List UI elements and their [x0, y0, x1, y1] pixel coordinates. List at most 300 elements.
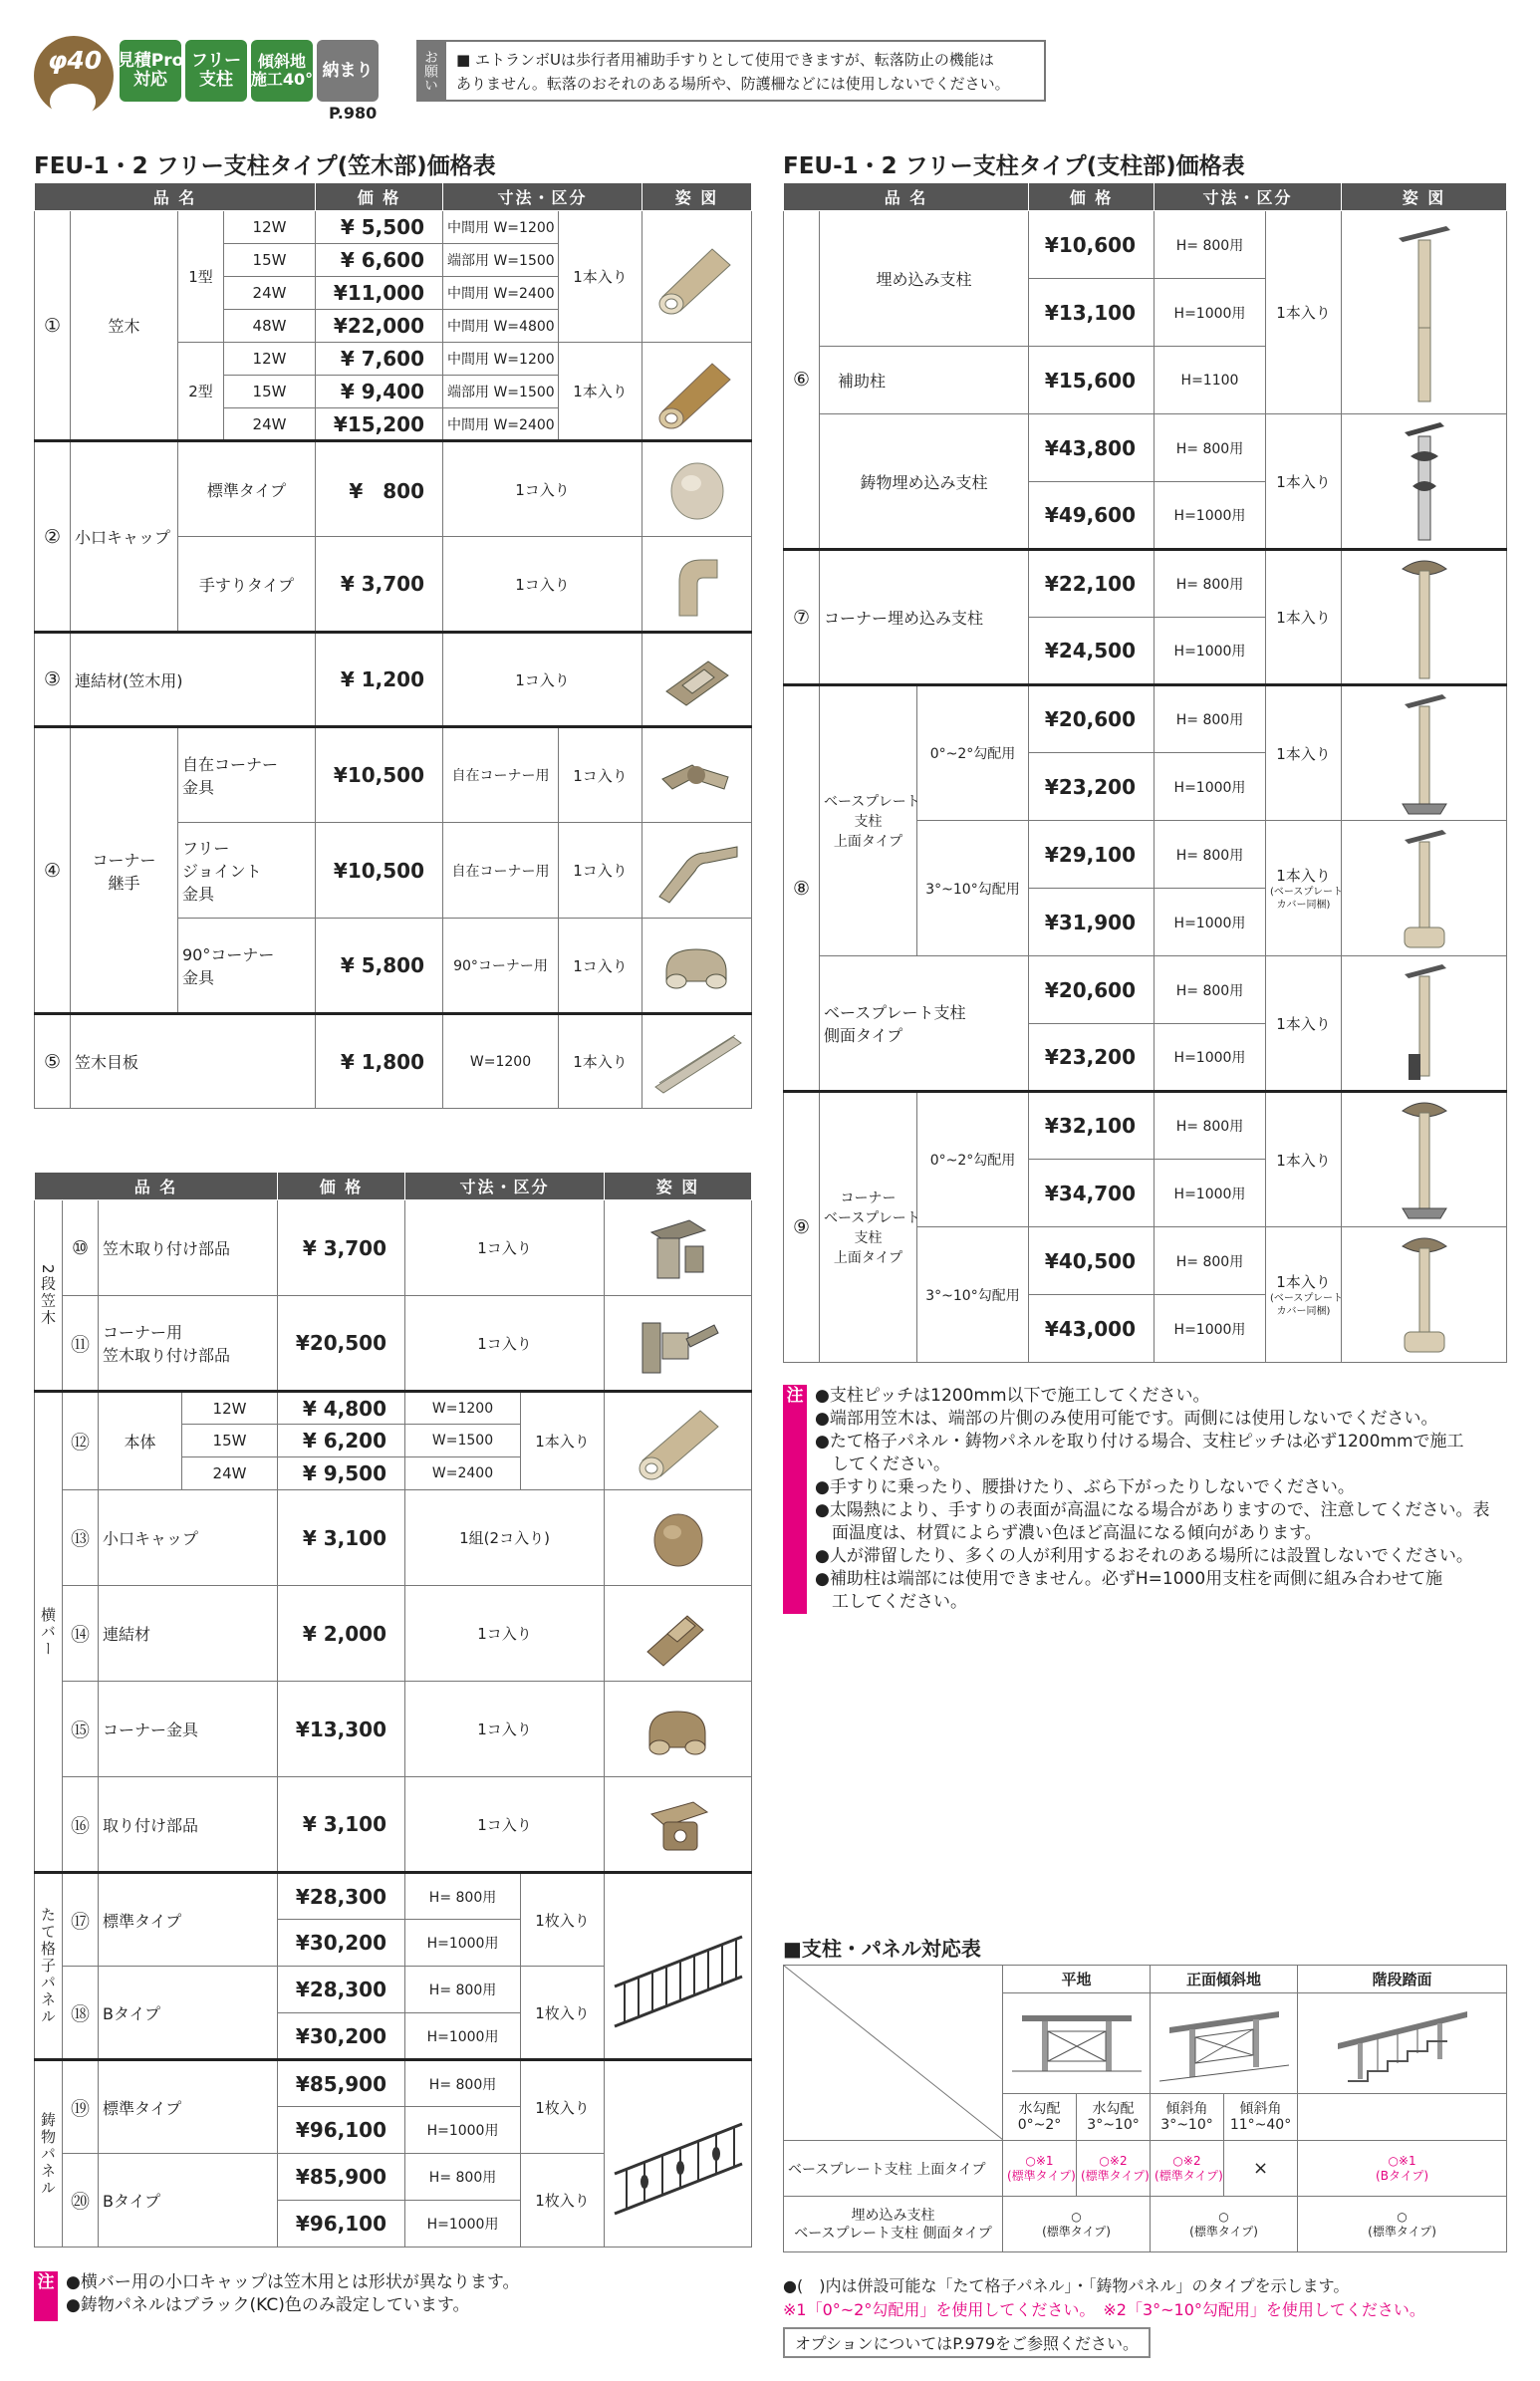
slope-diagram-icon [1151, 1993, 1298, 2094]
badge-label: フリー 支柱 [190, 51, 242, 90]
item-name: 笠木取り付け部品 [99, 1200, 278, 1296]
compat-cell-value: ○※2 (標準タイプ) [1155, 2153, 1223, 2183]
item-width: 15W [182, 1425, 278, 1457]
table-row [35, 1586, 752, 1682]
item-price: ¥23,200 [1029, 753, 1155, 821]
item-size: 中間用 W=1200 [443, 343, 559, 376]
rail-icon [642, 343, 752, 441]
badge-osamari [317, 40, 379, 102]
compat-row-label: ベースプレート支柱 上面タイプ [784, 2141, 1003, 2197]
item-size: H= 800用 [1155, 550, 1266, 618]
item-price: ¥49,600 [1029, 482, 1155, 550]
item-number: ④ [35, 727, 71, 1014]
joint-plate-icon [642, 1014, 752, 1109]
elbow-cap-icon [642, 537, 752, 633]
item-count: 1枚入り [521, 1967, 605, 2060]
item-size: H= 800用 [1155, 685, 1266, 753]
item-price: ¥24,500 [1029, 618, 1155, 685]
item-count: 1本入り [559, 1014, 642, 1109]
item-count-note: (ベースプレート カバー同梱) [1270, 887, 1344, 911]
item-number: ⑧ [784, 685, 820, 1092]
item-name: Bタイプ [99, 2154, 278, 2248]
item-size: H= 800用 [1155, 414, 1266, 482]
item-price: ¥ 3,100 [278, 1490, 405, 1586]
item-name: 補助柱 [820, 347, 1029, 414]
item-price: ¥96,100 [278, 2201, 405, 2248]
item-price: ¥ 6,200 [278, 1425, 405, 1457]
rail-icon [642, 211, 752, 343]
item-subtype: 3°~10°勾配用 [917, 1227, 1029, 1363]
item-price: ¥ 6,600 [316, 244, 443, 277]
corner-fitting-icon [642, 727, 752, 823]
item-name: 小口キャップ [99, 1490, 278, 1586]
compat-row [784, 2141, 1507, 2197]
table-row [35, 1490, 752, 1586]
table-row [784, 685, 1507, 753]
note-line: ●端部用笠木は、端部の片側のみ使用可能です。両側には使用しないでください。 [815, 1409, 1438, 1429]
side-mount-post-icon [1342, 956, 1507, 1092]
item-size: 端部用 W=1500 [443, 376, 559, 408]
item-size: 中間用 W=2400 [443, 277, 559, 310]
item-count: 1本入り [521, 1392, 605, 1490]
item-count: 1コ入り [559, 919, 642, 1014]
item-subtype: 3°~10°勾配用 [917, 821, 1029, 956]
left-notes [34, 2271, 751, 2321]
item-price: ¥28,300 [278, 1873, 405, 1920]
item-price: ¥43,000 [1029, 1295, 1155, 1363]
item-name: コーナー用 笠木取り付け部品 [99, 1296, 278, 1392]
post-icon [1342, 211, 1507, 414]
item-price: ¥31,900 [1029, 889, 1155, 956]
diameter-label: φ40 [47, 46, 103, 75]
item-number: ⑮ [63, 1682, 99, 1777]
item-price: ¥ 1,800 [316, 1014, 443, 1109]
item-size: H= 800用 [405, 1873, 521, 1920]
item-subtype: 標準タイプ [178, 441, 316, 537]
item-size: 自在コーナー用 [443, 823, 559, 919]
col-name: 品 名 [35, 1173, 278, 1200]
item-count: 1本入り [559, 343, 642, 441]
item-size: H= 800用 [405, 2154, 521, 2201]
notice-box [444, 40, 1046, 102]
item-count: 1コ入り [559, 727, 642, 823]
corner-bracket-icon [605, 1296, 752, 1392]
item-price: ¥ 7,600 [316, 343, 443, 376]
compat-cell [1077, 2141, 1151, 2197]
item-number: ⑨ [784, 1092, 820, 1363]
table-row [784, 550, 1507, 618]
page-ref: P.980 [329, 104, 378, 123]
item-name: ベースプレート 支柱 上面タイプ [820, 685, 917, 956]
post-price-table [783, 182, 1507, 1363]
item-price: ¥28,300 [278, 1967, 405, 2013]
compat-subcol: 水勾配 3°~10° [1077, 2094, 1151, 2141]
note-line: ●横バー用の小口キャップは笠木用とは形状が異なります。 [66, 2272, 520, 2292]
compat-col-slope: 正面傾斜地 [1151, 1966, 1298, 1993]
item-size: 1コ入り [443, 441, 642, 537]
item-size: H=1000用 [1155, 1024, 1266, 1092]
note-line: ●鋳物パネルはブラック(KC)色のみ設定しています。 [66, 2295, 470, 2315]
group-label: 横バー [35, 1392, 63, 1873]
compat-cell-value: ○※2 (標準タイプ) [1081, 2153, 1150, 2183]
item-width: 15W [224, 376, 316, 408]
item-size: 端部用 W=1500 [443, 244, 559, 277]
item-number: ⑫ [63, 1392, 99, 1490]
corner-base-cover-post-icon [1342, 1227, 1507, 1363]
notice-label: お願い [422, 50, 438, 92]
item-subtype: 自在コーナー 金具 [178, 727, 316, 823]
item-size: H= 800用 [1155, 211, 1266, 279]
table-row [35, 1777, 752, 1873]
item-number: ② [35, 441, 71, 633]
compat-cell [1298, 2141, 1507, 2197]
item-size: W=1200 [443, 1014, 559, 1109]
item-name: 小口キャップ [71, 441, 178, 633]
table-row [35, 1873, 752, 1920]
table-header [784, 183, 1507, 211]
item-name: Bタイプ [99, 1967, 278, 2060]
item-size: W=1500 [405, 1425, 521, 1457]
item-name: コーナー 継手 [71, 727, 178, 1014]
item-width: 12W [182, 1392, 278, 1425]
table-row [35, 2060, 752, 2107]
item-price: ¥ 5,500 [316, 211, 443, 244]
item-price: ¥15,600 [1029, 347, 1155, 414]
badge-label: 見積Pro 対応 [117, 51, 184, 90]
item-size: H=1000用 [405, 1920, 521, 1967]
item-number: ⑩ [63, 1200, 99, 1296]
item-price: ¥32,100 [1029, 1092, 1155, 1160]
item-width: 12W [224, 211, 316, 244]
notice-text: ■ エトランボUは歩行者用補助手すりとして使用できますが、転落防止の機能は ありません。転落のおそれのある場所や、防護柵などには使用しないでください。 [456, 51, 1010, 93]
item-price: ¥ 3,700 [316, 537, 443, 633]
item-price: ¥ 3,700 [278, 1200, 405, 1296]
item-price: ¥11,000 [316, 277, 443, 310]
item-size: H=1000用 [1155, 1295, 1266, 1363]
col-image: 姿 図 [642, 183, 752, 211]
item-price: ¥ 1,200 [316, 633, 443, 727]
compat-subcol: 傾斜角 11°~40° [1224, 2094, 1298, 2141]
right-notes [783, 1385, 1506, 1614]
item-price: ¥15,200 [316, 408, 443, 441]
note-marker: 注 [783, 1385, 807, 1614]
compat-cell: ○ (標準タイプ) [1151, 2197, 1298, 2252]
table-row [784, 956, 1507, 1024]
option-reference [783, 2327, 1151, 2358]
item-price: ¥ 3,100 [278, 1777, 405, 1873]
stairs-diagram-icon [1298, 1993, 1507, 2094]
compat-title: ■支柱・パネル対応表 [783, 1937, 981, 1961]
compat-row [784, 2197, 1507, 2252]
table-row [35, 1392, 752, 1425]
note-line: ●支柱ピッチは1200mm以下で施工してください。 [815, 1386, 1210, 1406]
item-name: コーナー埋め込み支柱 [820, 550, 1029, 685]
item-price: ¥85,900 [278, 2154, 405, 2201]
connector-icon [642, 633, 752, 727]
compat-col-stairs: 階段踏面 [1298, 1966, 1507, 1993]
note-marker: 注 [34, 2271, 58, 2321]
item-price: ¥29,100 [1029, 821, 1155, 889]
item-size: 1コ入り [405, 1777, 605, 1873]
item-size: H=1000用 [405, 2013, 521, 2060]
col-price: 価 格 [316, 183, 443, 211]
col-price: 価 格 [1029, 183, 1155, 211]
mount-part-icon [605, 1777, 752, 1873]
table-row [35, 727, 752, 823]
item-width: 24W [224, 277, 316, 310]
base-plate-cover-post-icon [1342, 821, 1507, 956]
note-line: ●補助柱は端部には使用できません。必ずH=1000用支柱を両側に組み合わせて施 工してください。 [815, 1569, 1443, 1612]
corner-base-post-icon [1342, 1092, 1507, 1227]
item-number: ⑦ [784, 550, 820, 685]
col-price: 価 格 [278, 1173, 405, 1200]
item-number: ⑤ [35, 1014, 71, 1109]
compat-empty [1298, 2094, 1507, 2141]
item-size: H= 800用 [405, 2060, 521, 2107]
group-label: 鋳物パネル [35, 2060, 63, 2248]
item-number: ⑬ [63, 1490, 99, 1586]
item-name: コーナー金具 [99, 1682, 278, 1777]
item-size: 自在コーナー用 [443, 727, 559, 823]
item-price: ¥20,500 [278, 1296, 405, 1392]
item-name: 本体 [99, 1392, 182, 1490]
item-size: H=1000用 [1155, 1160, 1266, 1227]
item-count: 1本入り [1266, 1092, 1342, 1227]
item-size: 1コ入り [405, 1200, 605, 1296]
item-size: H= 800用 [1155, 1092, 1266, 1160]
badge-label: 傾斜地 施工40° [250, 52, 314, 89]
item-size: H= 800用 [1155, 821, 1266, 889]
item-subtype: 0°~2°勾配用 [917, 1092, 1029, 1227]
item-price: ¥10,500 [316, 823, 443, 919]
item-count: 1本入り [1266, 550, 1342, 685]
item-count: 1枚入り [521, 2060, 605, 2154]
item-size: H=1000用 [1155, 889, 1266, 956]
col-image: 姿 図 [605, 1173, 752, 1200]
table-row [35, 1682, 752, 1777]
item-size: 90°コーナー用 [443, 919, 559, 1014]
item-number: ⑳ [63, 2154, 99, 2248]
item-count: 1本入り [1276, 867, 1331, 885]
table-row [35, 633, 752, 727]
flat-diagram-icon [1003, 1993, 1151, 2094]
table-row [35, 1014, 752, 1109]
table-header [35, 183, 752, 211]
item-count: 1コ入り [559, 823, 642, 919]
accessory-price-table [34, 1172, 752, 2248]
item-number: ⑪ [63, 1296, 99, 1392]
badge-slope [251, 40, 313, 102]
corner-90-icon [642, 919, 752, 1014]
col-name: 品 名 [35, 183, 316, 211]
corner-fitting-icon [605, 1682, 752, 1777]
item-size: H= 800用 [1155, 1227, 1266, 1295]
item-number: ⑰ [63, 1873, 99, 1967]
item-price: ¥ 4,800 [278, 1392, 405, 1425]
item-price: ¥43,800 [1029, 414, 1155, 482]
item-count-cell [1266, 1227, 1342, 1363]
badge-mitsumori-pro [117, 40, 184, 102]
item-size: H=1000用 [405, 2107, 521, 2154]
item-price: ¥ 9,400 [316, 376, 443, 408]
item-count-note: (ベースプレート カバー同梱) [1270, 1293, 1344, 1317]
compat-cell-value: ○※1 (Bタイプ) [1376, 2153, 1429, 2183]
item-width: 12W [224, 343, 316, 376]
item-count: 1本入り [559, 211, 642, 343]
item-price: ¥85,900 [278, 2060, 405, 2107]
item-width: 48W [224, 310, 316, 343]
item-price: ¥13,300 [278, 1682, 405, 1777]
badge-label: 納まり [322, 60, 374, 81]
note-line: ●太陽熱により、手すりの表面が高温になる場合がありますので、注意してください。表 面温度は、材質によらず濃い色ほど高温になる傾向があります。 [815, 1500, 1490, 1543]
item-count: 1本入り [1266, 414, 1342, 550]
item-price: ¥23,200 [1029, 1024, 1155, 1092]
item-count-cell [1266, 821, 1342, 956]
item-price: ¥34,700 [1029, 1160, 1155, 1227]
table-row [35, 1200, 752, 1296]
item-number: ⑥ [784, 211, 820, 550]
cap-icon [642, 441, 752, 537]
group-label: 2段笠木 [35, 1200, 63, 1392]
compat-row-label: 埋め込み支柱 ベースプレート支柱 側面タイプ [784, 2197, 1003, 2252]
compat-subcol: 傾斜角 3°~10° [1151, 2094, 1224, 2141]
corner-post-icon [1342, 550, 1507, 685]
item-width: 24W [182, 1457, 278, 1490]
item-count: 1枚入り [521, 1873, 605, 1967]
bracket-icon [605, 1200, 752, 1296]
item-price: ¥ 2,000 [278, 1586, 405, 1682]
cast-panel-icon [605, 2060, 752, 2248]
item-name: 取り付け部品 [99, 1777, 278, 1873]
item-price: ¥96,100 [278, 2107, 405, 2154]
lattice-panel-icon [605, 1873, 752, 2060]
item-size: H=1000用 [1155, 618, 1266, 685]
note-line: ●手すりに乗ったり、腰掛けたり、ぶら下がったりしないでください。 [815, 1477, 1355, 1497]
item-number: ⑭ [63, 1586, 99, 1682]
compat-note-1: ●( )内は併設可能な「たて格子パネル」・「鋳物パネル」のタイプを示します。 [783, 2276, 1350, 2295]
compat-subcol: 水勾配 0°~2° [1003, 2094, 1077, 2141]
group-label: たて格子パネル [35, 1873, 63, 2060]
compat-header [784, 1966, 1507, 1993]
item-price: ¥10,500 [316, 727, 443, 823]
item-name: 笠木 [71, 211, 178, 441]
col-image: 姿 図 [1342, 183, 1507, 211]
diameter-badge-inner [50, 84, 96, 120]
table-row [35, 1296, 752, 1392]
item-price: ¥20,600 [1029, 685, 1155, 753]
item-width: 15W [224, 244, 316, 277]
item-size: H=1000用 [1155, 279, 1266, 347]
item-price: ¥10,600 [1029, 211, 1155, 279]
item-price: ¥30,200 [278, 2013, 405, 2060]
connector-icon [605, 1586, 752, 1682]
item-number: ⑱ [63, 1967, 99, 2060]
item-price: ¥ 5,800 [316, 919, 443, 1014]
item-price: ¥ 9,500 [278, 1457, 405, 1490]
item-size: 1組(2コ入り) [405, 1490, 605, 1586]
item-size: 1コ入り [443, 537, 642, 633]
item-number: ① [35, 211, 71, 441]
item-size: 中間用 W=2400 [443, 408, 559, 441]
item-subtype: フリー ジョイント 金具 [178, 823, 316, 919]
note-line: ●人が滞留したり、多くの人が利用するおそれのある場所には設置しないでください。 [815, 1546, 1473, 1566]
item-count: 1本入り [1276, 1273, 1331, 1291]
table-row [35, 211, 752, 244]
item-size: 1コ入り [405, 1296, 605, 1392]
option-text: オプションについてはP.979をご参照ください。 [795, 2334, 1140, 2353]
base-plate-post-icon [1342, 685, 1507, 821]
compat-table [783, 1965, 1507, 2252]
compat-cell: ○ (標準タイプ) [1003, 2197, 1151, 2252]
item-count: 1本入り [1266, 685, 1342, 821]
col-name: 品 名 [784, 183, 1029, 211]
compat-cell: × [1224, 2141, 1298, 2197]
compat-cell [1151, 2141, 1224, 2197]
item-name: 標準タイプ [99, 1873, 278, 1967]
table-header [35, 1173, 752, 1200]
notice-label-box [416, 40, 444, 102]
left-table-title: FEU-1・2 フリー支柱タイプ(笠木部)価格表 [34, 153, 496, 179]
item-size: H=1000用 [1155, 482, 1266, 550]
item-count: 1本入り [1266, 211, 1342, 414]
cap-icon [605, 1490, 752, 1586]
item-size: H= 800用 [1155, 956, 1266, 1024]
item-name: 標準タイプ [99, 2060, 278, 2154]
table-row [784, 1092, 1507, 1160]
item-price: ¥ 800 [316, 441, 443, 537]
item-name: 埋め込み支柱 [820, 211, 1029, 347]
col-size: 寸法・区分 [443, 183, 642, 211]
item-count: 1本入り [1266, 956, 1342, 1092]
free-joint-icon [642, 823, 752, 919]
compat-cell [1003, 2141, 1077, 2197]
item-size: 1コ入り [443, 633, 642, 727]
item-name: 連結材 [99, 1586, 278, 1682]
item-subtype: 手すりタイプ [178, 537, 316, 633]
compat-note-2: ※1「0°~2°勾配用」を使用してください。 ※2「3°~10°勾配用」を使用してください。 [783, 2300, 1425, 2319]
item-name: 連結材(笠木用) [71, 633, 316, 727]
table-row [784, 211, 1507, 279]
item-name: コーナー ベースプレート 支柱 上面タイプ [820, 1092, 917, 1363]
item-number: ⑯ [63, 1777, 99, 1873]
col-size: 寸法・区分 [1155, 183, 1342, 211]
item-size: H=1100 [1155, 347, 1266, 414]
item-subtype: 0°~2°勾配用 [917, 685, 1029, 821]
cast-post-icon [1342, 414, 1507, 550]
item-size: H=1000用 [1155, 753, 1266, 821]
badge-free-post [185, 40, 247, 102]
item-number: ⑲ [63, 2060, 99, 2154]
item-price: ¥22,100 [1029, 550, 1155, 618]
item-subtype: 90°コーナー 金具 [178, 919, 316, 1014]
table-row [35, 441, 752, 537]
item-size: H= 800用 [405, 1967, 521, 2013]
item-count: 1枚入り [521, 2154, 605, 2248]
item-size: 中間用 W=1200 [443, 211, 559, 244]
item-price: ¥20,600 [1029, 956, 1155, 1024]
compat-corner-cell [784, 1966, 1003, 2141]
item-size: 1コ入り [405, 1682, 605, 1777]
item-size: W=2400 [405, 1457, 521, 1490]
item-number: ③ [35, 633, 71, 727]
compat-cell: ○ (標準タイプ) [1298, 2197, 1507, 2252]
compat-col-flat: 平地 [1003, 1966, 1151, 1993]
item-size: H=1000用 [405, 2201, 521, 2248]
item-name: ベースプレート支柱 側面タイプ [820, 956, 1029, 1092]
item-price: ¥22,000 [316, 310, 443, 343]
item-subtype: 1型 [178, 211, 224, 343]
item-price: ¥30,200 [278, 1920, 405, 1967]
